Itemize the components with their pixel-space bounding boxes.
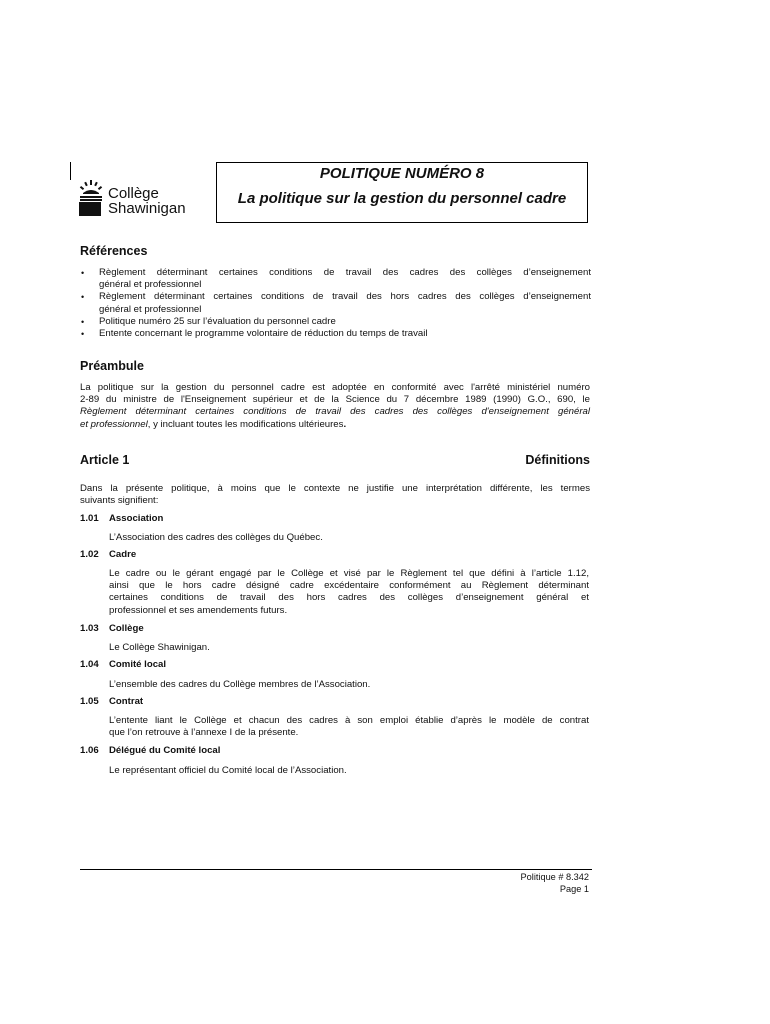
definition-number: 1.05 xyxy=(80,696,99,707)
definition-text: Le représentant officiel du Comité local de l’Association. xyxy=(109,765,347,776)
preambule-paragraph: La politique sur la gestion du personnel cadre est adoptée en conformité avec l'arrêté ministériel numéro 2-89 du ministre de l'Enseignement supérieur et de la Science du 7 décembre 1989 (1990) G.O., 690, le Règlement déterminant certaines conditions de travail des cadres des collèges d'enseignement général et professionnel, y incluant toutes les modifications ultérieures. xyxy=(80,382,590,430)
definition-number: 1.01 xyxy=(80,513,99,524)
definition-number: 1.02 xyxy=(80,549,99,560)
list-item: • Règlement déterminant certaines conditions de travail des cadres des collèges d’enseignement général et professionnel xyxy=(81,267,591,291)
definition-term: Comité local xyxy=(109,659,167,670)
definition-term: Cadre xyxy=(109,549,137,560)
definition-text: L’Association des cadres des collèges du Québec. xyxy=(109,532,323,543)
college-emblem-icon xyxy=(79,180,105,216)
preambule-heading: Préambule xyxy=(80,359,144,373)
college-logo xyxy=(79,180,199,220)
article-title: Définitions xyxy=(525,453,590,467)
logo-wordmark: Collège Shawinigan xyxy=(108,185,186,217)
definition-text: L’entente liant le Collège et chacun des cadres à son emploi établie d’après le modèle de contrat que l’on retrouve à l’annexe I de la présente. xyxy=(109,715,589,739)
definition-term: Association xyxy=(109,513,164,524)
crop-mark xyxy=(70,162,71,180)
article-label: Article 1 xyxy=(80,453,130,467)
definition-term: Collège xyxy=(109,623,144,634)
policy-title-box xyxy=(216,162,588,223)
policy-subtitle: La politique sur la gestion du personnel cadre xyxy=(237,190,567,207)
references-list xyxy=(81,267,591,340)
definition-text: Le cadre ou le gérant engagé par le Collège et visé par le Règlement tel que défini à l’article 1.12, ainsi que le hors cadre désigné cadre excédentaire conformément au Règlement déterminant certaines conditions de travail des hors cadres des collèges d’enseignement général et professionnel et ses amendements futurs. xyxy=(109,568,589,616)
definition-number: 1.06 xyxy=(80,745,99,756)
list-item: • Entente concernant le programme volontaire de réduction du temps de travail xyxy=(81,328,591,340)
definition-term: Délégué du Comité local xyxy=(109,745,221,756)
definition-term: Contrat xyxy=(109,696,144,707)
list-item: • Politique numéro 25 sur l’évaluation du personnel cadre xyxy=(81,316,591,328)
definition-number: 1.03 xyxy=(80,623,99,634)
footer-page-number: Page 1 xyxy=(559,884,589,894)
definition-text: Le Collège Shawinigan. xyxy=(109,642,210,653)
article-intro: Dans la présente politique, à moins que le contexte ne justifie une interprétation différente, les termes suivants signifient: xyxy=(80,483,590,507)
list-item: • Règlement déterminant certaines conditions de travail des hors cadres des collèges d’enseignement général et professionnel xyxy=(81,291,591,315)
references-heading: Références xyxy=(80,244,148,258)
definition-text: L’ensemble des cadres du Collège membres de l’Association. xyxy=(109,679,371,690)
definition-number: 1.04 xyxy=(80,659,99,670)
policy-number-title: POLITIQUE NUMÉRO 8 xyxy=(319,165,485,182)
footer-divider xyxy=(80,869,592,870)
footer-policy-number: Politique # 8.342 xyxy=(520,872,589,882)
